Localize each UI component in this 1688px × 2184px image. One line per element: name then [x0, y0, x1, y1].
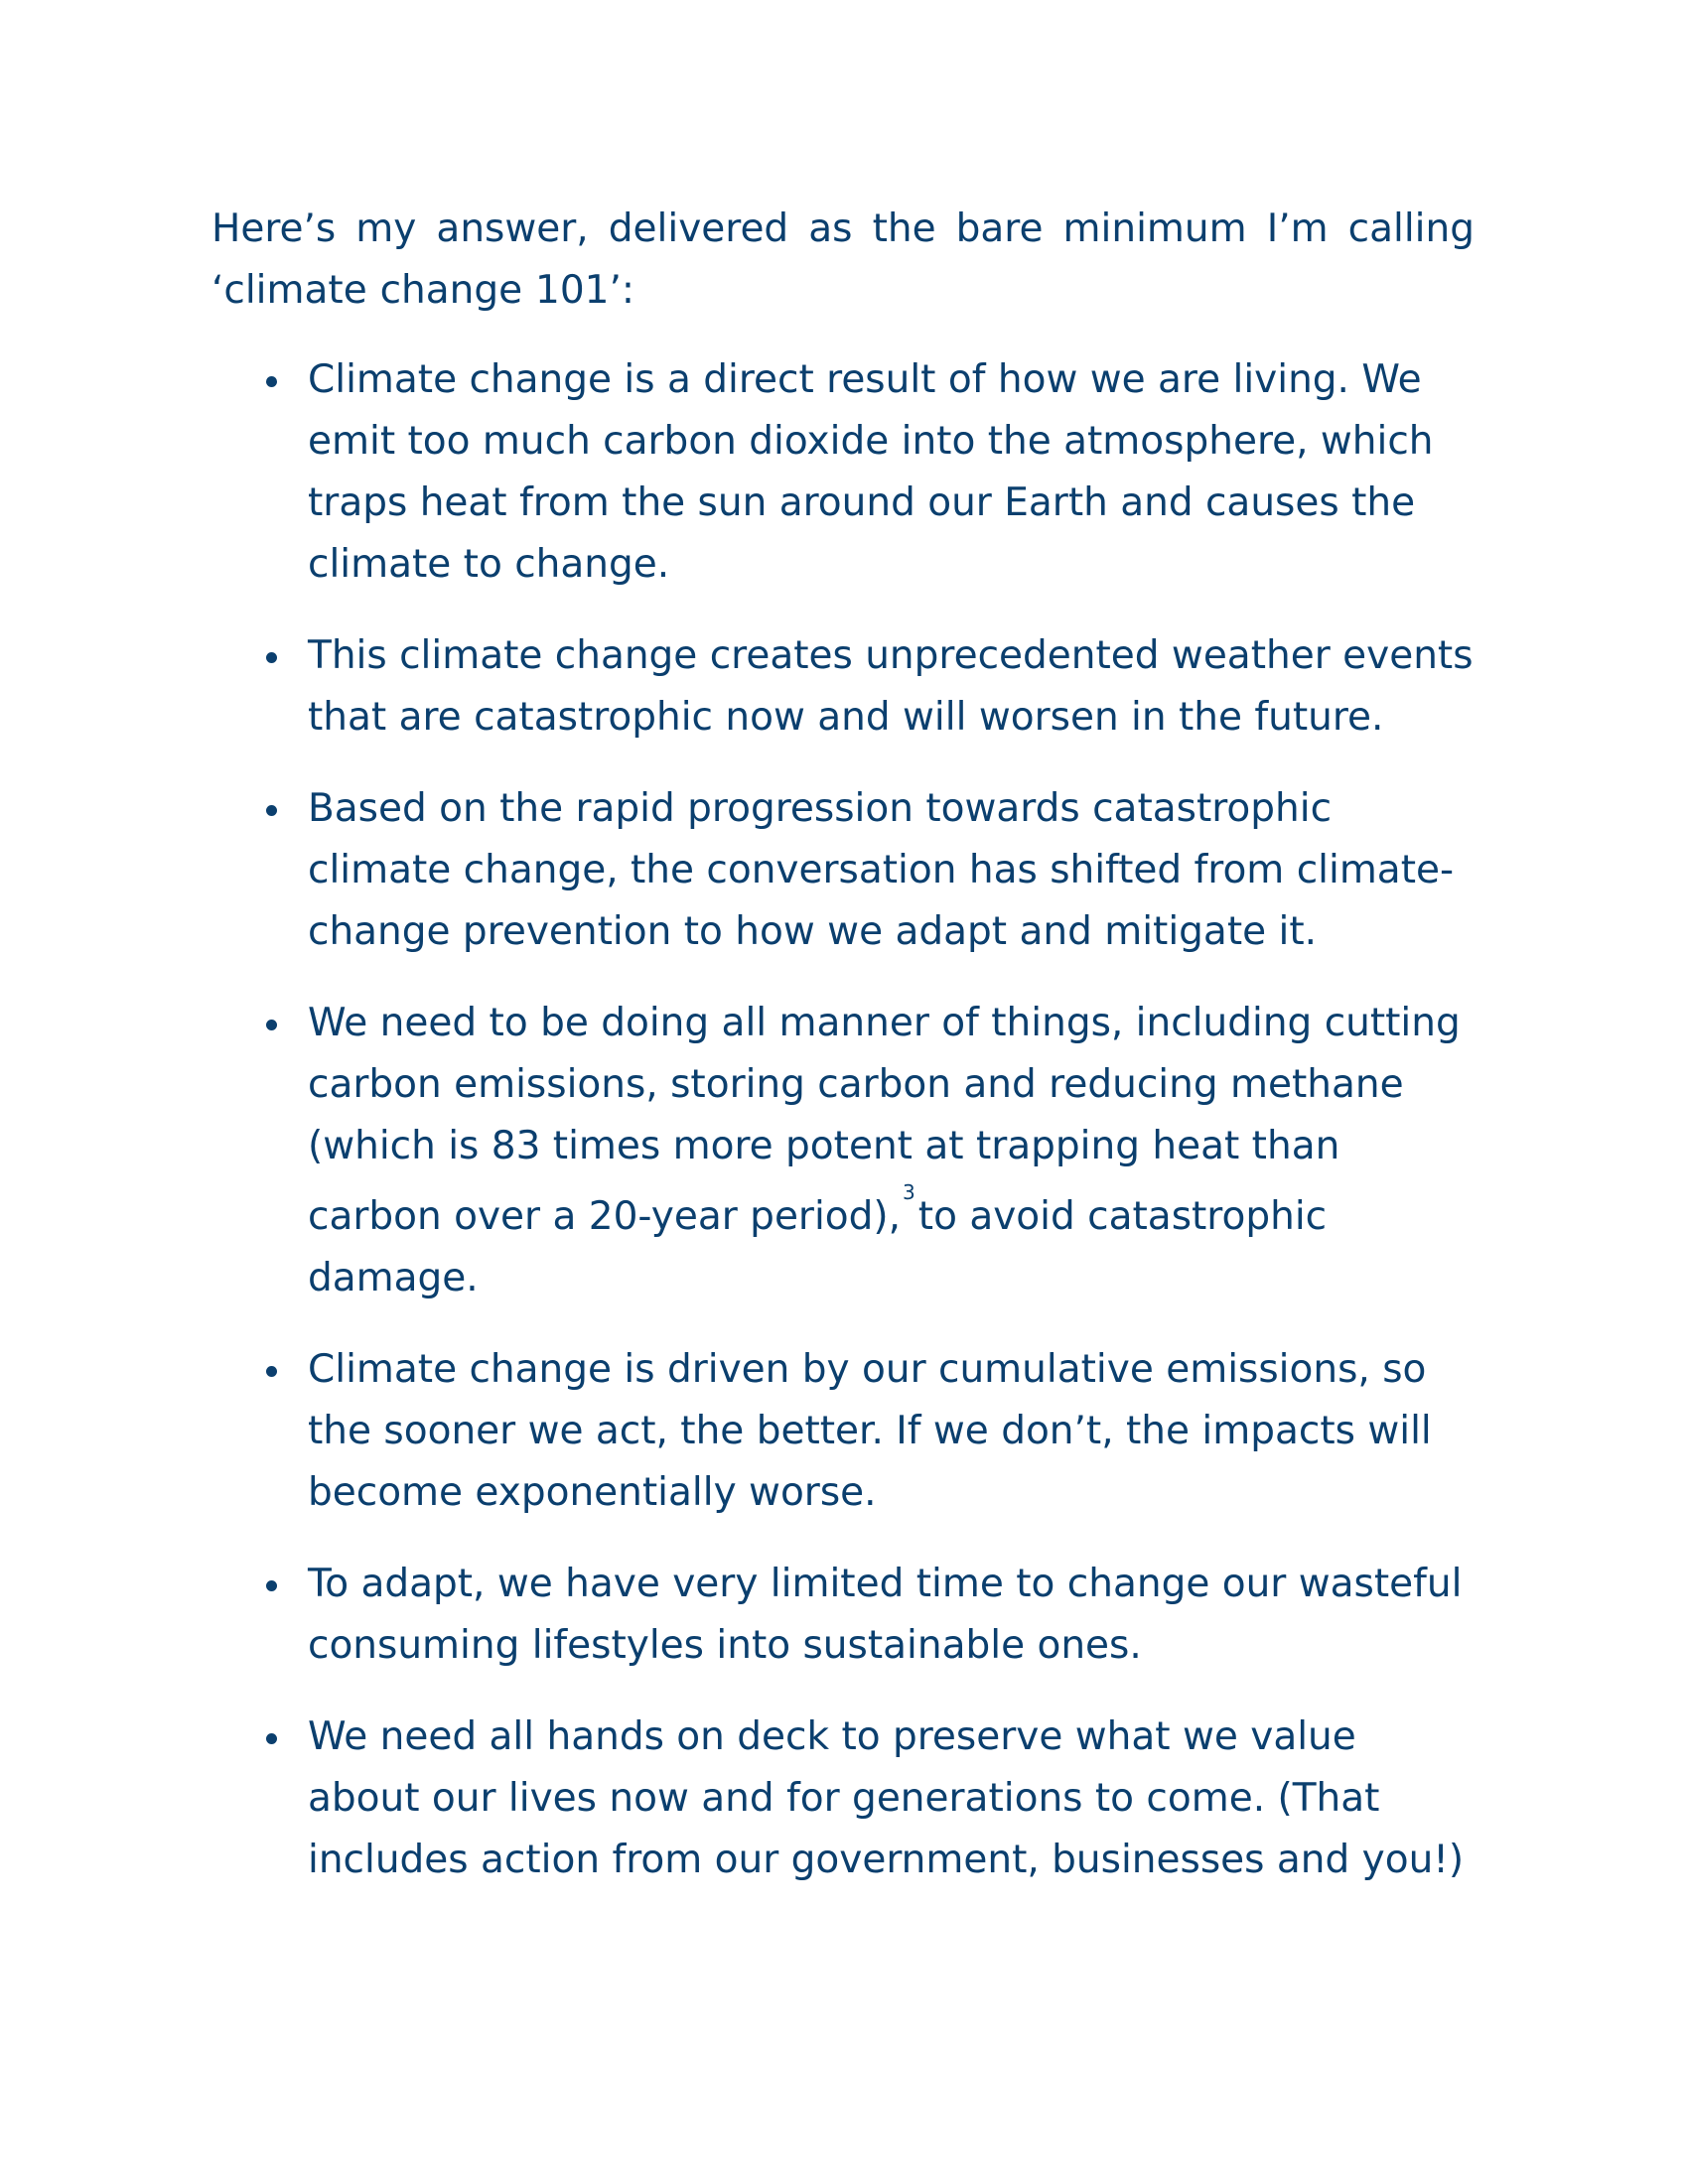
list-item — [211, 625, 1475, 749]
list-item — [211, 349, 1475, 596]
list-item — [211, 1554, 1475, 1677]
footnote-marker: 3 — [903, 1180, 915, 1204]
bullet-icon — [266, 1020, 277, 1030]
bullet-text — [308, 993, 1475, 1309]
bullet-text: Based on the rapid progression towards catastrophic climate change, the conversation has shifted from climate-change prevention to how we adapt and mitigate it. — [308, 786, 1455, 954]
bullet-icon — [266, 1580, 277, 1591]
bullet-text: Climate change is driven by our cumulative emissions, so the sooner we act, the better. If we don’t, the impacts will become exponentially worse. — [308, 1347, 1432, 1515]
bullet-icon — [266, 376, 277, 387]
page-content — [211, 199, 1475, 1921]
list-item — [211, 993, 1475, 1309]
bullet-text-part: We need to be doing all manner of things, including cutting carbon emissions, storing carbon and reducing methane (which is 83 times more potent at trapping heat than carbon over a 20-year period), — [308, 1001, 1461, 1239]
list-item — [211, 1706, 1475, 1891]
intro-paragraph: Here’s my answer, delivered as the bare minimum I’m calling ‘climate change 101’: — [211, 206, 1475, 313]
bullet-text: To adapt, we have very limited time to change our wasteful consuming lifestyles into sustainable ones. — [308, 1562, 1463, 1668]
bullet-icon — [266, 652, 277, 663]
bullet-text: This climate change creates unprecedented weather events that are catastrophic now and will worsen in the future. — [308, 633, 1474, 740]
bullet-text-part: to avoid catastrophic damage. — [308, 1194, 1328, 1300]
bullet-icon — [266, 805, 277, 816]
bullet-text: We need all hands on deck to preserve what we value about our lives now and for generations to come. (That includes action from our government, businesses and you!) — [308, 1714, 1465, 1882]
list-item — [211, 1339, 1475, 1524]
bullet-icon — [266, 1366, 277, 1377]
bullet-text: Climate change is a direct result of how we are living. We emit too much carbon dioxide into the atmosphere, which traps heat from the sun around our Earth and causes the climate to change. — [308, 357, 1434, 587]
bullet-icon — [266, 1733, 277, 1744]
list-item — [211, 778, 1475, 963]
bullet-list — [211, 349, 1475, 1891]
